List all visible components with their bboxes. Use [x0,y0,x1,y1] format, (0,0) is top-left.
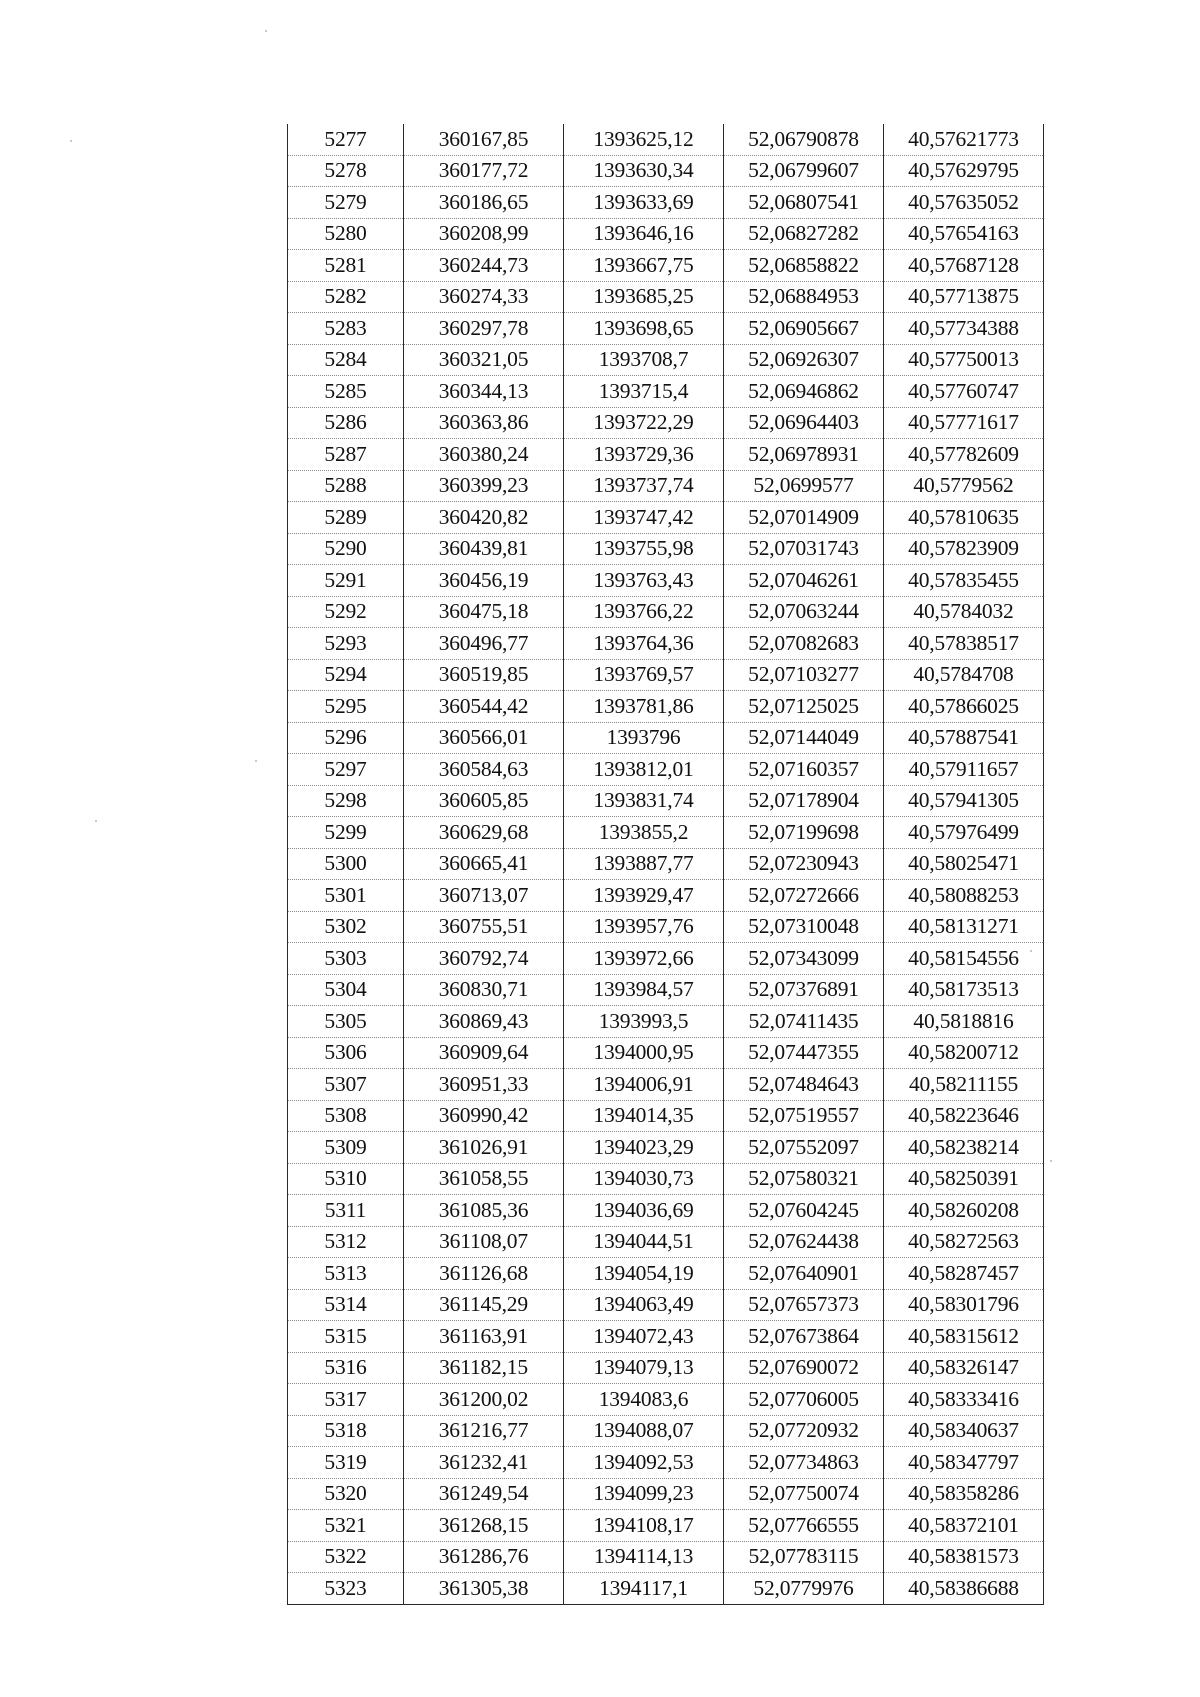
longitude-cell: 40,58386688 [884,1573,1044,1605]
y-coordinate-cell: 1393769,57 [564,659,724,691]
y-coordinate-cell: 1394000,95 [564,1037,724,1069]
y-coordinate-cell: 1393764,36 [564,628,724,660]
latitude-cell: 52,06884953 [724,281,884,313]
table-row [288,880,1044,912]
latitude-cell: 52,07178904 [724,785,884,817]
table-row [288,1352,1044,1384]
longitude-cell: 40,57750013 [884,344,1044,376]
table-row [288,533,1044,565]
y-coordinate-cell: 1393633,69 [564,187,724,219]
x-coordinate-cell: 361163,91 [404,1321,564,1353]
point-number-cell: 5319 [288,1447,404,1479]
latitude-cell: 52,07046261 [724,565,884,597]
x-coordinate-cell: 360869,43 [404,1006,564,1038]
point-number-cell: 5285 [288,376,404,408]
longitude-cell: 40,58287457 [884,1258,1044,1290]
y-coordinate-cell: 1393993,5 [564,1006,724,1038]
table-row [288,565,1044,597]
latitude-cell: 52,06790878 [724,124,884,155]
longitude-cell: 40,57760747 [884,376,1044,408]
scan-speck [95,820,97,822]
longitude-cell: 40,57976499 [884,817,1044,849]
y-coordinate-cell: 1394006,91 [564,1069,724,1101]
point-number-cell: 5317 [288,1384,404,1416]
x-coordinate-cell: 360951,33 [404,1069,564,1101]
y-coordinate-cell: 1393763,43 [564,565,724,597]
point-number-cell: 5312 [288,1226,404,1258]
table-row [288,502,1044,534]
y-coordinate-cell: 1393625,12 [564,124,724,155]
x-coordinate-cell: 360792,74 [404,943,564,975]
longitude-cell: 40,57734388 [884,313,1044,345]
longitude-cell: 40,57782609 [884,439,1044,471]
x-coordinate-cell: 360605,85 [404,785,564,817]
longitude-cell: 40,5818816 [884,1006,1044,1038]
x-coordinate-cell: 360399,23 [404,470,564,502]
latitude-cell: 52,07199698 [724,817,884,849]
longitude-cell: 40,57887541 [884,722,1044,754]
table-row [288,218,1044,250]
point-number-cell: 5282 [288,281,404,313]
latitude-cell: 52,07411435 [724,1006,884,1038]
longitude-cell: 40,58347797 [884,1447,1044,1479]
x-coordinate-cell: 360830,71 [404,974,564,1006]
point-number-cell: 5294 [288,659,404,691]
table-row [288,817,1044,849]
longitude-cell: 40,57838517 [884,628,1044,660]
y-coordinate-cell: 1393646,16 [564,218,724,250]
latitude-cell: 52,07766555 [724,1510,884,1542]
latitude-cell: 52,07640901 [724,1258,884,1290]
x-coordinate-cell: 361026,91 [404,1132,564,1164]
longitude-cell: 40,58260208 [884,1195,1044,1227]
table-row [288,281,1044,313]
y-coordinate-cell: 1394030,73 [564,1163,724,1195]
y-coordinate-cell: 1393984,57 [564,974,724,1006]
latitude-cell: 52,07160357 [724,754,884,786]
x-coordinate-cell: 360496,77 [404,628,564,660]
longitude-cell: 40,58340637 [884,1415,1044,1447]
table-row [288,1006,1044,1038]
point-number-cell: 5278 [288,155,404,187]
y-coordinate-cell: 1394063,49 [564,1289,724,1321]
point-number-cell: 5286 [288,407,404,439]
x-coordinate-cell: 361216,77 [404,1415,564,1447]
point-number-cell: 5295 [288,691,404,723]
latitude-cell: 52,07734863 [724,1447,884,1479]
point-number-cell: 5299 [288,817,404,849]
y-coordinate-cell: 1394079,13 [564,1352,724,1384]
y-coordinate-cell: 1393831,74 [564,785,724,817]
x-coordinate-cell: 360519,85 [404,659,564,691]
longitude-cell: 40,57866025 [884,691,1044,723]
latitude-cell: 52,07144049 [724,722,884,754]
table-row [288,1384,1044,1416]
y-coordinate-cell: 1394108,17 [564,1510,724,1542]
x-coordinate-cell: 360167,85 [404,124,564,155]
latitude-cell: 52,06946862 [724,376,884,408]
coordinates-table [287,124,1044,1605]
point-number-cell: 5303 [288,943,404,975]
scan-speck [255,760,257,762]
point-number-cell: 5297 [288,754,404,786]
latitude-cell: 52,07519557 [724,1100,884,1132]
latitude-cell: 52,07580321 [724,1163,884,1195]
table-row [288,313,1044,345]
longitude-cell: 40,57635052 [884,187,1044,219]
table-row [288,1510,1044,1542]
x-coordinate-cell: 360344,13 [404,376,564,408]
point-number-cell: 5279 [288,187,404,219]
table-row [288,439,1044,471]
longitude-cell: 40,58381573 [884,1541,1044,1573]
latitude-cell: 52,07376891 [724,974,884,1006]
point-number-cell: 5277 [288,124,404,155]
point-number-cell: 5301 [288,880,404,912]
y-coordinate-cell: 1393755,98 [564,533,724,565]
x-coordinate-cell: 361108,07 [404,1226,564,1258]
table-row [288,1163,1044,1195]
latitude-cell: 52,07706005 [724,1384,884,1416]
y-coordinate-cell: 1393685,25 [564,281,724,313]
longitude-cell: 40,57810635 [884,502,1044,534]
x-coordinate-cell: 360584,63 [404,754,564,786]
point-number-cell: 5321 [288,1510,404,1542]
x-coordinate-cell: 361286,76 [404,1541,564,1573]
x-coordinate-cell: 361145,29 [404,1289,564,1321]
table-row [288,754,1044,786]
x-coordinate-cell: 360321,05 [404,344,564,376]
longitude-cell: 40,58025471 [884,848,1044,880]
longitude-cell: 40,57654163 [884,218,1044,250]
point-number-cell: 5308 [288,1100,404,1132]
table-row [288,1541,1044,1573]
latitude-cell: 52,07720932 [724,1415,884,1447]
point-number-cell: 5290 [288,533,404,565]
table-row [288,1478,1044,1510]
longitude-cell: 40,58301796 [884,1289,1044,1321]
point-number-cell: 5307 [288,1069,404,1101]
point-number-cell: 5288 [288,470,404,502]
latitude-cell: 52,07310048 [724,911,884,943]
y-coordinate-cell: 1394036,69 [564,1195,724,1227]
y-coordinate-cell: 1394023,29 [564,1132,724,1164]
table-row [288,1037,1044,1069]
point-number-cell: 5298 [288,785,404,817]
longitude-cell: 40,58372101 [884,1510,1044,1542]
y-coordinate-cell: 1393698,65 [564,313,724,345]
table-row [288,628,1044,660]
point-number-cell: 5280 [288,218,404,250]
y-coordinate-cell: 1393855,2 [564,817,724,849]
latitude-cell: 52,06827282 [724,218,884,250]
y-coordinate-cell: 1394083,6 [564,1384,724,1416]
x-coordinate-cell: 360544,42 [404,691,564,723]
y-coordinate-cell: 1393766,22 [564,596,724,628]
latitude-cell: 52,07484643 [724,1069,884,1101]
point-number-cell: 5287 [288,439,404,471]
longitude-cell: 40,58272563 [884,1226,1044,1258]
table-row [288,785,1044,817]
table-row [288,1321,1044,1353]
table-row [288,848,1044,880]
longitude-cell: 40,58250391 [884,1163,1044,1195]
longitude-cell: 40,58131271 [884,911,1044,943]
latitude-cell: 52,07447355 [724,1037,884,1069]
point-number-cell: 5283 [288,313,404,345]
longitude-cell: 40,57835455 [884,565,1044,597]
x-coordinate-cell: 360990,42 [404,1100,564,1132]
x-coordinate-cell: 360177,72 [404,155,564,187]
latitude-cell: 52,07690072 [724,1352,884,1384]
longitude-cell: 40,57629795 [884,155,1044,187]
latitude-cell: 52,07604245 [724,1195,884,1227]
x-coordinate-cell: 361200,02 [404,1384,564,1416]
x-coordinate-cell: 361058,55 [404,1163,564,1195]
x-coordinate-cell: 360566,01 [404,722,564,754]
x-coordinate-cell: 360909,64 [404,1037,564,1069]
table-row [288,722,1044,754]
table-row [288,596,1044,628]
table-row [288,1258,1044,1290]
x-coordinate-cell: 361182,15 [404,1352,564,1384]
point-number-cell: 5318 [288,1415,404,1447]
x-coordinate-cell: 360363,86 [404,407,564,439]
point-number-cell: 5316 [288,1352,404,1384]
point-number-cell: 5314 [288,1289,404,1321]
latitude-cell: 52,07657373 [724,1289,884,1321]
point-number-cell: 5284 [288,344,404,376]
table-row [288,124,1044,155]
table-row [288,659,1044,691]
latitude-cell: 52,07673864 [724,1321,884,1353]
y-coordinate-cell: 1393796 [564,722,724,754]
longitude-cell: 40,58154556 [884,943,1044,975]
table-row [288,376,1044,408]
table-row [288,1132,1044,1164]
longitude-cell: 40,58238214 [884,1132,1044,1164]
x-coordinate-cell: 360665,41 [404,848,564,880]
point-number-cell: 5320 [288,1478,404,1510]
y-coordinate-cell: 1394014,35 [564,1100,724,1132]
longitude-cell: 40,58088253 [884,880,1044,912]
longitude-cell: 40,58358286 [884,1478,1044,1510]
y-coordinate-cell: 1393715,4 [564,376,724,408]
latitude-cell: 52,06799607 [724,155,884,187]
x-coordinate-cell: 360629,68 [404,817,564,849]
scan-speck [265,30,267,32]
latitude-cell: 52,07125025 [724,691,884,723]
x-coordinate-cell: 360456,19 [404,565,564,597]
longitude-cell: 40,57687128 [884,250,1044,282]
point-number-cell: 5296 [288,722,404,754]
point-number-cell: 5306 [288,1037,404,1069]
y-coordinate-cell: 1393667,75 [564,250,724,282]
latitude-cell: 52,06964403 [724,407,884,439]
table-row [288,1573,1044,1605]
point-number-cell: 5292 [288,596,404,628]
x-coordinate-cell: 360208,99 [404,218,564,250]
y-coordinate-cell: 1393957,76 [564,911,724,943]
coordinates-table-body [288,124,1044,1604]
point-number-cell: 5311 [288,1195,404,1227]
scan-speck [70,140,72,142]
longitude-cell: 40,58211155 [884,1069,1044,1101]
latitude-cell: 52,07014909 [724,502,884,534]
x-coordinate-cell: 361232,41 [404,1447,564,1479]
y-coordinate-cell: 1394072,43 [564,1321,724,1353]
table-row [288,407,1044,439]
longitude-cell: 40,57621773 [884,124,1044,155]
longitude-cell: 40,57823909 [884,533,1044,565]
y-coordinate-cell: 1394099,23 [564,1478,724,1510]
latitude-cell: 52,07082683 [724,628,884,660]
x-coordinate-cell: 360713,07 [404,880,564,912]
longitude-cell: 40,5784708 [884,659,1044,691]
table-row [288,1069,1044,1101]
longitude-cell: 40,57771617 [884,407,1044,439]
y-coordinate-cell: 1394117,1 [564,1573,724,1605]
point-number-cell: 5310 [288,1163,404,1195]
latitude-cell: 52,07031743 [724,533,884,565]
latitude-cell: 52,06978931 [724,439,884,471]
latitude-cell: 52,0699577 [724,470,884,502]
longitude-cell: 40,58333416 [884,1384,1044,1416]
longitude-cell: 40,58315612 [884,1321,1044,1353]
x-coordinate-cell: 361085,36 [404,1195,564,1227]
point-number-cell: 5313 [288,1258,404,1290]
table-row [288,1289,1044,1321]
y-coordinate-cell: 1394044,51 [564,1226,724,1258]
x-coordinate-cell: 360244,73 [404,250,564,282]
latitude-cell: 52,07343099 [724,943,884,975]
y-coordinate-cell: 1394114,13 [564,1541,724,1573]
y-coordinate-cell: 1393781,86 [564,691,724,723]
latitude-cell: 52,07783115 [724,1541,884,1573]
x-coordinate-cell: 360297,78 [404,313,564,345]
point-number-cell: 5304 [288,974,404,1006]
x-coordinate-cell: 360274,33 [404,281,564,313]
x-coordinate-cell: 361305,38 [404,1573,564,1605]
table-row [288,1195,1044,1227]
latitude-cell: 52,06926307 [724,344,884,376]
table-row [288,974,1044,1006]
x-coordinate-cell: 361126,68 [404,1258,564,1290]
table-row [288,943,1044,975]
latitude-cell: 52,0779976 [724,1573,884,1605]
y-coordinate-cell: 1393929,47 [564,880,724,912]
longitude-cell: 40,5779562 [884,470,1044,502]
table-row [288,1415,1044,1447]
table-row [288,470,1044,502]
y-coordinate-cell: 1393887,77 [564,848,724,880]
point-number-cell: 5323 [288,1573,404,1605]
table-row [288,250,1044,282]
latitude-cell: 52,07063244 [724,596,884,628]
latitude-cell: 52,07750074 [724,1478,884,1510]
table-row [288,1226,1044,1258]
point-number-cell: 5302 [288,911,404,943]
scan-speck [1030,950,1032,952]
x-coordinate-cell: 360755,51 [404,911,564,943]
longitude-cell: 40,58223646 [884,1100,1044,1132]
y-coordinate-cell: 1393972,66 [564,943,724,975]
longitude-cell: 40,57941305 [884,785,1044,817]
latitude-cell: 52,06905667 [724,313,884,345]
table-row [288,1447,1044,1479]
table-row [288,187,1044,219]
latitude-cell: 52,06807541 [724,187,884,219]
longitude-cell: 40,57911657 [884,754,1044,786]
latitude-cell: 52,07552097 [724,1132,884,1164]
latitude-cell: 52,06858822 [724,250,884,282]
table-row [288,911,1044,943]
longitude-cell: 40,58326147 [884,1352,1044,1384]
point-number-cell: 5293 [288,628,404,660]
x-coordinate-cell: 360439,81 [404,533,564,565]
y-coordinate-cell: 1393729,36 [564,439,724,471]
table-row [288,691,1044,723]
latitude-cell: 52,07230943 [724,848,884,880]
y-coordinate-cell: 1394092,53 [564,1447,724,1479]
y-coordinate-cell: 1393708,7 [564,344,724,376]
table-row [288,155,1044,187]
y-coordinate-cell: 1393812,01 [564,754,724,786]
longitude-cell: 40,58200712 [884,1037,1044,1069]
point-number-cell: 5315 [288,1321,404,1353]
longitude-cell: 40,5784032 [884,596,1044,628]
scan-speck [1050,1160,1052,1162]
point-number-cell: 5289 [288,502,404,534]
x-coordinate-cell: 361249,54 [404,1478,564,1510]
latitude-cell: 52,07272666 [724,880,884,912]
point-number-cell: 5309 [288,1132,404,1164]
x-coordinate-cell: 360380,24 [404,439,564,471]
point-number-cell: 5322 [288,1541,404,1573]
latitude-cell: 52,07624438 [724,1226,884,1258]
y-coordinate-cell: 1393722,29 [564,407,724,439]
x-coordinate-cell: 360475,18 [404,596,564,628]
point-number-cell: 5305 [288,1006,404,1038]
y-coordinate-cell: 1394088,07 [564,1415,724,1447]
x-coordinate-cell: 361268,15 [404,1510,564,1542]
longitude-cell: 40,58173513 [884,974,1044,1006]
y-coordinate-cell: 1393737,74 [564,470,724,502]
longitude-cell: 40,57713875 [884,281,1044,313]
table-row [288,344,1044,376]
y-coordinate-cell: 1393747,42 [564,502,724,534]
latitude-cell: 52,07103277 [724,659,884,691]
y-coordinate-cell: 1393630,34 [564,155,724,187]
table-row [288,1100,1044,1132]
point-number-cell: 5300 [288,848,404,880]
point-number-cell: 5291 [288,565,404,597]
x-coordinate-cell: 360186,65 [404,187,564,219]
x-coordinate-cell: 360420,82 [404,502,564,534]
y-coordinate-cell: 1394054,19 [564,1258,724,1290]
point-number-cell: 5281 [288,250,404,282]
